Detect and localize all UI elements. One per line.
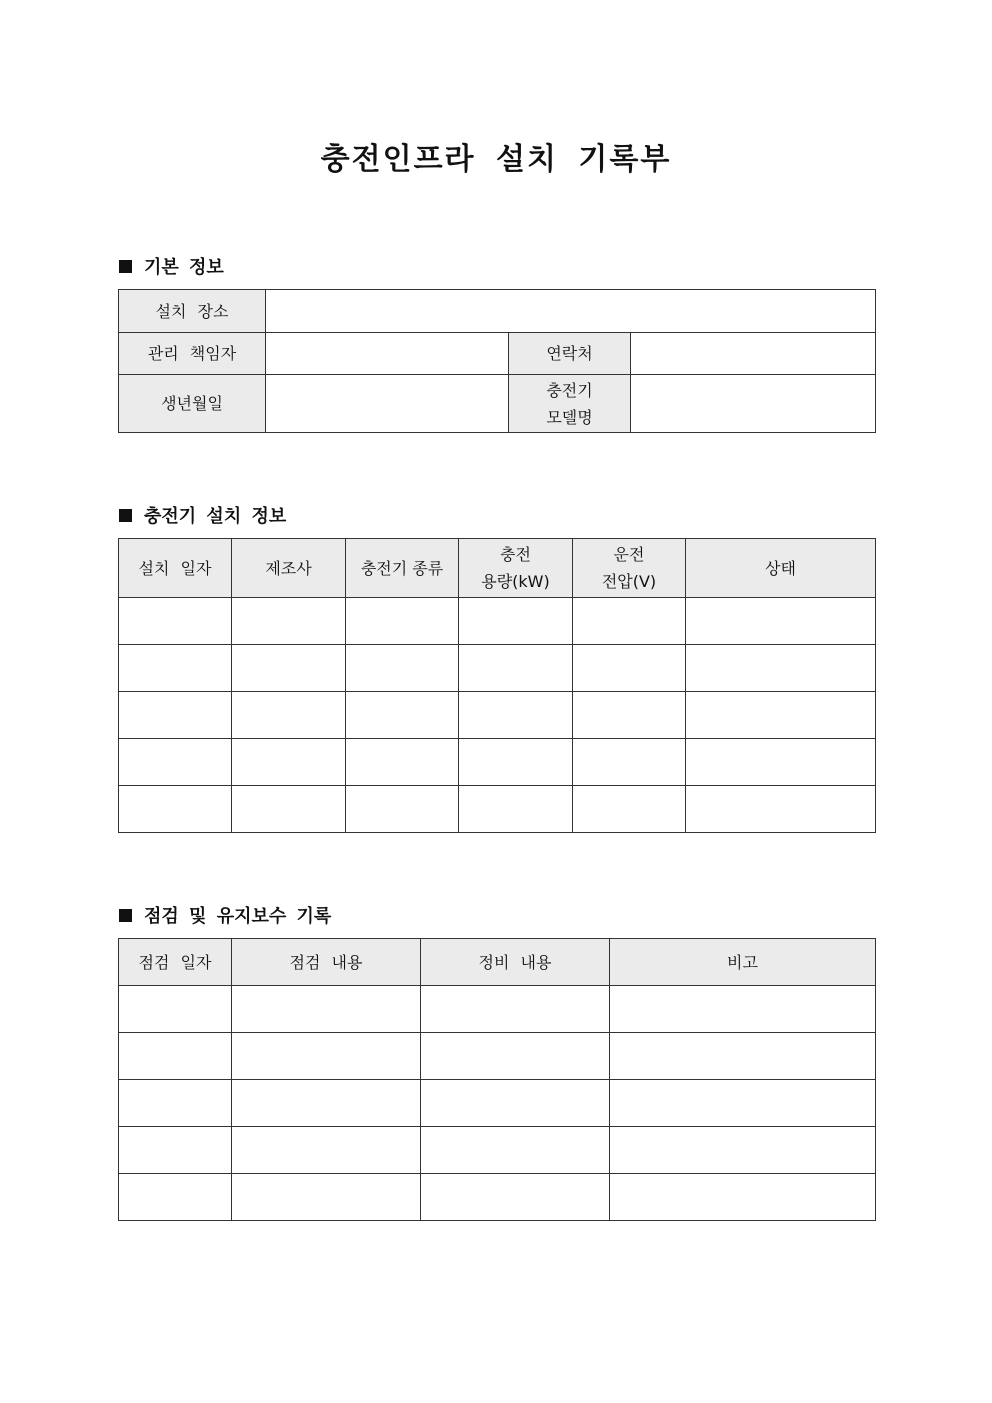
table-cell[interactable] <box>119 1080 232 1127</box>
charger-install-table <box>118 538 876 833</box>
table-cell[interactable] <box>421 1080 610 1127</box>
table-cell[interactable] <box>119 1174 232 1221</box>
charger-model-field[interactable] <box>631 375 876 433</box>
birth-date-label: 생년월일 <box>119 375 266 433</box>
table-row <box>119 375 876 433</box>
table-row <box>119 290 876 333</box>
table-cell[interactable] <box>421 986 610 1033</box>
column-header-capacity-line1: 충전 <box>500 545 531 564</box>
column-header-charger-type: 충전기 종류 <box>346 539 459 598</box>
basic-info-table <box>118 289 876 433</box>
table-row <box>119 786 876 833</box>
table-cell[interactable] <box>459 786 573 833</box>
table-cell[interactable] <box>119 692 232 739</box>
square-bullet-icon <box>119 260 132 273</box>
table-cell[interactable] <box>421 1127 610 1174</box>
maintenance-table <box>118 938 876 1221</box>
table-cell[interactable] <box>421 1033 610 1080</box>
section-heading-label: 점검 및 유지보수 기록 <box>144 906 332 927</box>
table-cell[interactable] <box>686 692 876 739</box>
column-header-remarks: 비고 <box>610 939 876 986</box>
table-cell[interactable] <box>573 786 686 833</box>
column-header-voltage <box>573 539 686 598</box>
table-cell[interactable] <box>459 645 573 692</box>
table-cell[interactable] <box>573 739 686 786</box>
column-header-status: 상태 <box>686 539 876 598</box>
table-cell[interactable] <box>119 739 232 786</box>
table-cell[interactable] <box>119 645 232 692</box>
document-title: 충전인프라 설치 기록부 <box>320 142 672 177</box>
table-cell[interactable] <box>232 986 421 1033</box>
table-cell[interactable] <box>610 986 876 1033</box>
table-cell[interactable] <box>232 1080 421 1127</box>
table-row <box>119 333 876 375</box>
table-cell[interactable] <box>119 1033 232 1080</box>
table-cell[interactable] <box>346 645 459 692</box>
table-row <box>119 1033 876 1080</box>
table-cell[interactable] <box>232 1127 421 1174</box>
table-cell[interactable] <box>346 739 459 786</box>
birth-date-field[interactable] <box>266 375 509 433</box>
column-header-inspection-details: 점검 내용 <box>232 939 421 986</box>
square-bullet-icon <box>119 509 132 522</box>
table-cell[interactable] <box>610 1033 876 1080</box>
table-cell[interactable] <box>421 1174 610 1221</box>
install-location-label: 설치 장소 <box>119 290 266 333</box>
section-heading-basic-info <box>119 253 224 279</box>
table-cell[interactable] <box>459 692 573 739</box>
table-cell[interactable] <box>573 692 686 739</box>
column-header-repair-details: 정비 내용 <box>421 939 610 986</box>
section-heading-maintenance <box>119 902 331 928</box>
table-row <box>119 986 876 1033</box>
table-cell[interactable] <box>459 598 573 645</box>
column-header-inspection-date: 점검 일자 <box>119 939 232 986</box>
column-header-capacity <box>459 539 573 598</box>
table-cell[interactable] <box>119 786 232 833</box>
table-row <box>119 739 876 786</box>
table-cell[interactable] <box>610 1080 876 1127</box>
column-header-install-date: 설치 일자 <box>119 539 232 598</box>
section-heading-label: 충전기 설치 정보 <box>144 506 287 527</box>
table-cell[interactable] <box>232 598 346 645</box>
square-bullet-icon <box>119 909 132 922</box>
install-location-field[interactable] <box>266 290 876 333</box>
table-row <box>119 1127 876 1174</box>
section-heading-label: 기본 정보 <box>144 257 224 278</box>
table-cell[interactable] <box>232 786 346 833</box>
table-cell[interactable] <box>232 1174 421 1221</box>
table-row <box>119 1174 876 1221</box>
table-row <box>119 1080 876 1127</box>
table-cell[interactable] <box>686 645 876 692</box>
table-cell[interactable] <box>232 692 346 739</box>
column-header-manufacturer: 제조사 <box>232 539 346 598</box>
table-cell[interactable] <box>686 739 876 786</box>
table-row <box>119 692 876 739</box>
table-cell[interactable] <box>232 1033 421 1080</box>
charger-model-label-line1: 충전기 <box>546 380 593 400</box>
table-cell[interactable] <box>119 598 232 645</box>
manager-label: 관리 책임자 <box>119 333 266 375</box>
contact-label: 연락처 <box>509 333 631 375</box>
table-cell[interactable] <box>610 1127 876 1174</box>
table-row <box>119 598 876 645</box>
table-header-row <box>119 539 876 598</box>
contact-field[interactable] <box>631 333 876 375</box>
column-header-capacity-line2: 용량(kW) <box>481 572 550 591</box>
table-cell[interactable] <box>573 645 686 692</box>
charger-model-label <box>509 375 631 433</box>
section-heading-charger-install <box>119 502 286 528</box>
charger-model-label-line2: 모델명 <box>546 407 593 427</box>
table-cell[interactable] <box>232 645 346 692</box>
table-cell[interactable] <box>119 986 232 1033</box>
table-cell[interactable] <box>232 739 346 786</box>
column-header-voltage-line1: 운전 <box>613 545 645 564</box>
table-cell[interactable] <box>119 1127 232 1174</box>
table-row <box>119 645 876 692</box>
table-cell[interactable] <box>346 786 459 833</box>
table-header-row <box>119 939 876 986</box>
table-cell[interactable] <box>346 692 459 739</box>
table-cell[interactable] <box>686 786 876 833</box>
table-cell[interactable] <box>459 739 573 786</box>
table-cell[interactable] <box>610 1174 876 1221</box>
table-cell[interactable] <box>686 598 876 645</box>
column-header-voltage-line2: 전압(V) <box>601 572 657 591</box>
manager-field[interactable] <box>266 333 509 375</box>
table-cell[interactable] <box>346 598 459 645</box>
table-cell[interactable] <box>573 598 686 645</box>
